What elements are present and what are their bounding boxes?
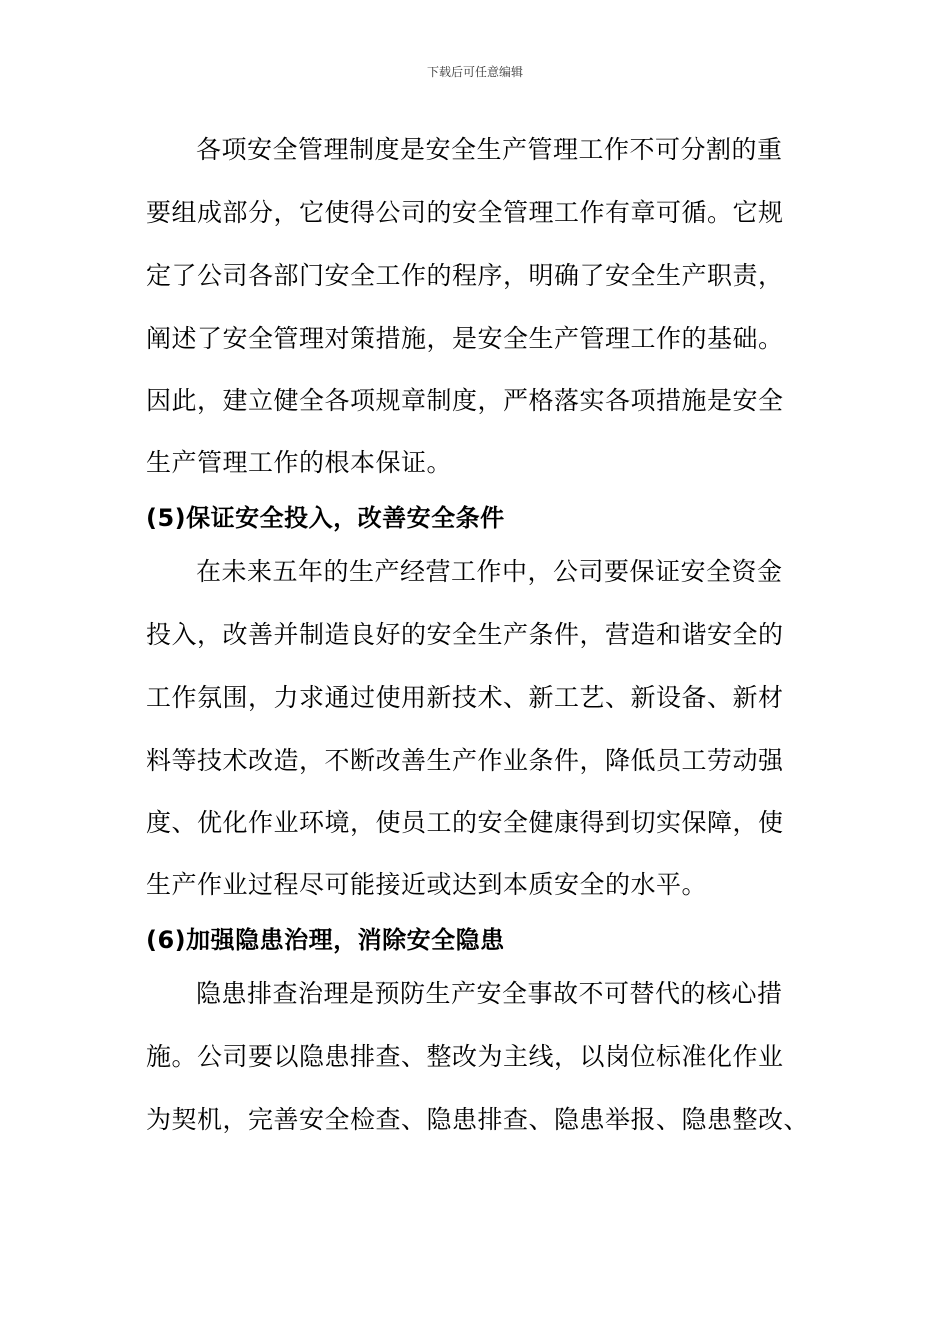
paragraph-line: 度、优化作业环境，使员工的安全健康得到切实保障，使 bbox=[146, 808, 784, 837]
paragraph-line: 料等技术改造，不断改善生产作业条件，降低员工劳动强 bbox=[146, 746, 784, 775]
paragraph-line: 施。公司要以隐患排查、整改为主线，以岗位标准化作业 bbox=[146, 1042, 784, 1071]
paragraph-line: 定了公司各部门安全工作的程序，明确了安全生产职责， bbox=[146, 261, 784, 290]
paragraph-line: 阐述了安全管理对策措施，是安全生产管理工作的基础。 bbox=[146, 324, 784, 353]
page-header: 下载后可任意编辑 bbox=[426, 65, 523, 79]
paragraph-line: 因此，建立健全各项规章制度，严格落实各项措施是安全 bbox=[146, 386, 784, 415]
paragraph-line: 生产管理工作的根本保证。 bbox=[146, 448, 453, 477]
paragraph-line: 为契机，完善安全检查、隐患排查、隐患举报、隐患整改、 bbox=[146, 1105, 810, 1134]
paragraph-line: 要组成部分，它使得公司的安全管理工作有章可循。它规 bbox=[146, 198, 784, 227]
paragraph-line: 隐患排查治理是预防生产安全事故不可替代的核心措 bbox=[196, 979, 783, 1008]
section-heading: (5)保证安全投入，改善安全条件 bbox=[146, 504, 505, 532]
paragraph-line: 工作氛围，力求通过使用新技术、新工艺、新设备、新材 bbox=[146, 683, 784, 712]
section-heading: (6)加强隐患治理，消除安全隐患 bbox=[146, 926, 505, 954]
paragraph-line: 各项安全管理制度是安全生产管理工作不可分割的重 bbox=[196, 135, 783, 164]
paragraph-line: 生产作业过程尽可能接近或达到本质安全的水平。 bbox=[146, 870, 708, 899]
paragraph-line: 投入，改善并制造良好的安全生产条件，营造和谐安全的 bbox=[146, 620, 784, 649]
paragraph-line: 在未来五年的生产经营工作中，公司要保证安全资金 bbox=[196, 557, 783, 586]
